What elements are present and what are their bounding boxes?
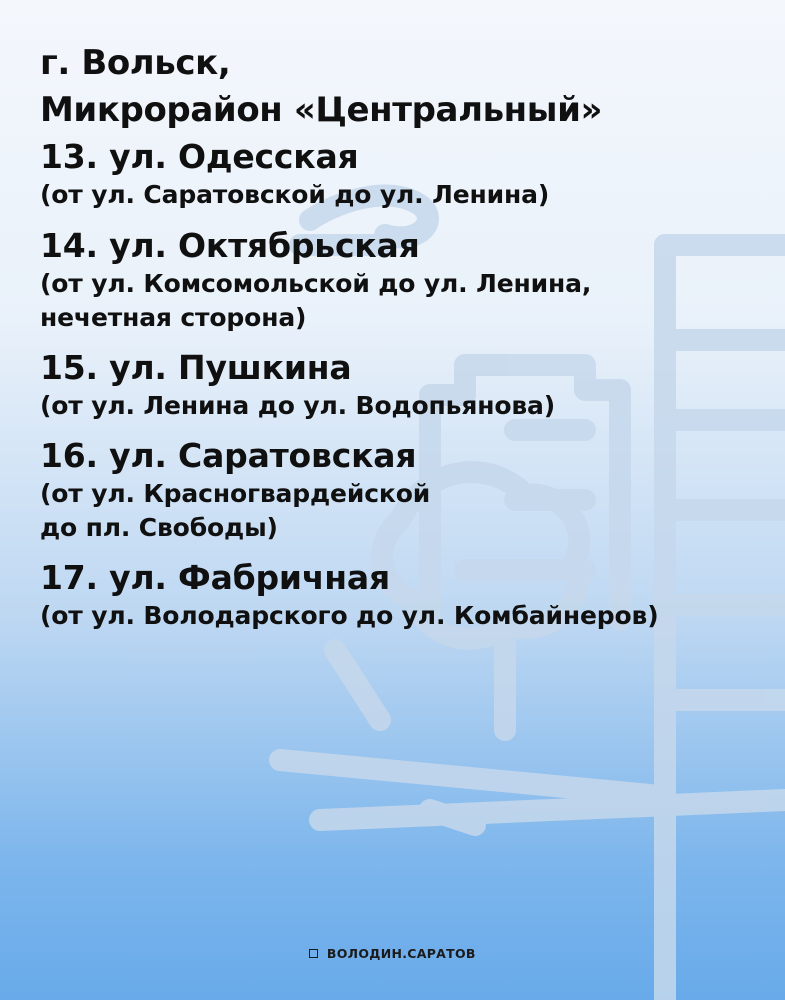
street-range-line-2: до пл. Свободы) — [40, 513, 278, 542]
street-title: 16. ул. Саратовская — [40, 436, 417, 475]
city-title: г. Вольск, — [40, 43, 231, 83]
street-title: 13. ул. Одесская — [40, 137, 359, 176]
street-range: (от ул. Володарского до ул. Комбайнеров) — [40, 601, 659, 630]
street-title: 15. ул. Пушкина — [40, 348, 352, 387]
street-list-card — [40, 40, 760, 633]
square-icon — [309, 949, 318, 958]
street-item-14 — [40, 225, 760, 335]
header — [40, 40, 760, 134]
street-item-17 — [40, 557, 760, 633]
footer-brand — [0, 946, 785, 961]
district-title: Микрорайон «Центральный» — [40, 90, 603, 130]
street-title: 14. ул. Октябрьская — [40, 226, 420, 265]
street-item-15 — [40, 347, 760, 423]
street-title: 17. ул. Фабричная — [40, 558, 390, 597]
street-item-16 — [40, 435, 760, 545]
street-range-line-1: (от ул. Комсомольской до ул. Ленина, — [40, 269, 592, 298]
street-range: (от ул. Саратовской до ул. Ленина) — [40, 180, 550, 209]
brand-name: ВОЛОДИН.САРАТОВ — [326, 946, 476, 961]
street-item-13 — [40, 136, 760, 212]
street-range-line-2: нечетная сторона) — [40, 303, 307, 332]
street-range: (от ул. Ленина до ул. Водопьянова) — [40, 391, 556, 420]
street-range-line-1: (от ул. Красногвардейской — [40, 479, 431, 508]
